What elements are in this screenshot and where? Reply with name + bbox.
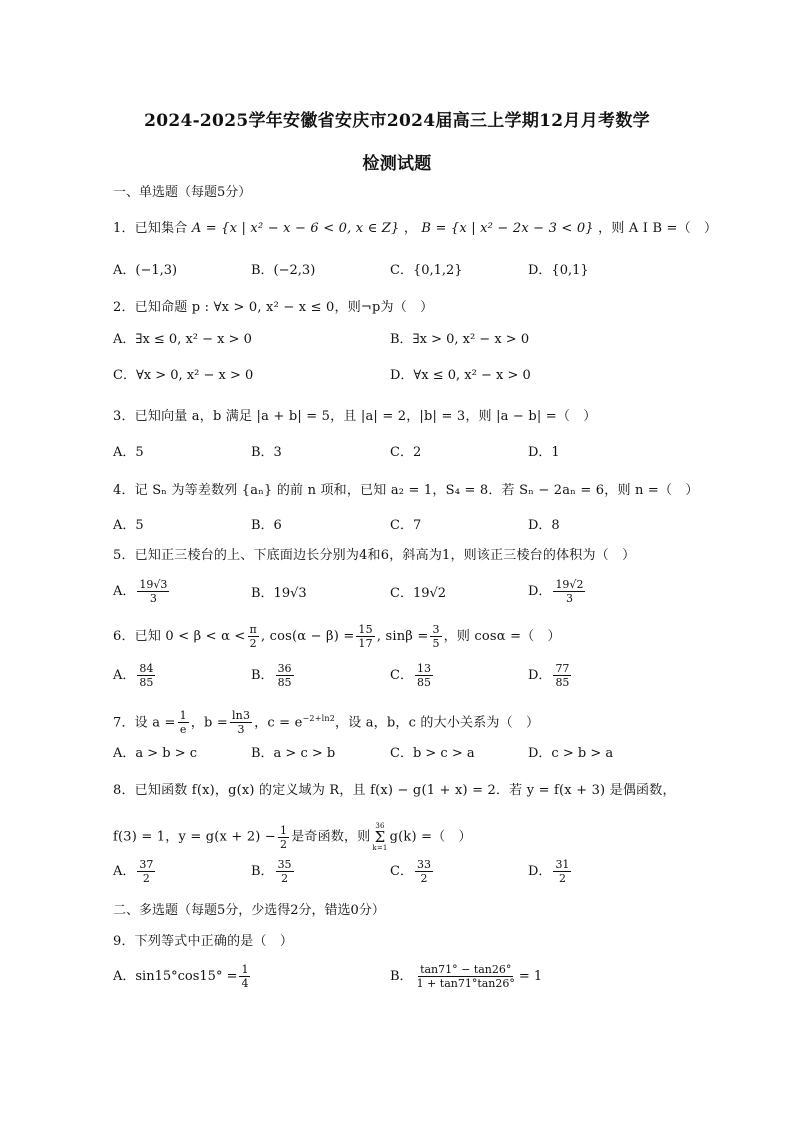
q7-option-b: B．a > c > b	[251, 746, 336, 761]
q5-option-d-fraction	[553, 578, 585, 605]
q8-sum-top: 36	[375, 822, 385, 830]
q4-option-a: A．5	[113, 518, 144, 533]
q7-option-c: C．b > c > a	[390, 746, 475, 761]
q9-option-b	[390, 963, 542, 990]
q5-option-d-den: 3	[565, 592, 573, 605]
section-heading-single-choice: 一、单选题（每题5分）	[113, 185, 252, 200]
q7-option-d: D．c > b > a	[528, 746, 614, 761]
q6-option-a-num: 84	[139, 662, 154, 675]
q9-option-a-num: 1	[241, 963, 249, 976]
q6-mid1: , cos(α − β) =	[260, 629, 355, 644]
q8-option-b-label: B．	[251, 864, 274, 879]
q6-option-c-num: 13	[416, 662, 431, 675]
q6-sin-den: 5	[432, 637, 440, 650]
q6-option-d-num: 77	[555, 662, 570, 675]
q8-option-d	[528, 858, 573, 885]
q3-option-a: A．5	[113, 445, 144, 460]
q6-option-d-label: D．	[528, 668, 552, 683]
q5-option-d	[528, 578, 587, 605]
q7-suffix: ，设 a，b，c 的大小关系为（ ）	[335, 715, 540, 731]
q2-option-d: D．∀x ≤ 0, x² − x > 0	[390, 368, 531, 383]
q8-option-a-num: 37	[139, 858, 154, 871]
q8-option-a-fraction	[137, 858, 155, 885]
q8-option-c-den: 2	[420, 872, 428, 885]
q6-sin-fraction	[430, 623, 441, 650]
question-4: 4．记 Sₙ 为等差数列 {aₙ} 的前 n 项和，已知 a₂ = 1，S₄ = 8．若 Sₙ − 2aₙ = 6，则 n =（ ）	[113, 483, 699, 498]
q9-option-b-prefix: B．	[390, 969, 413, 984]
q6-option-c	[390, 662, 435, 689]
q9-option-a-fraction	[239, 963, 250, 990]
q8-option-b-den: 2	[281, 872, 289, 885]
q8-option-d-num: 31	[555, 858, 570, 871]
q7-b-fraction	[230, 709, 252, 736]
q8-option-b-fraction	[276, 858, 294, 885]
q7-mid2: ，c = e	[254, 715, 303, 731]
q2-option-b: B．∃x > 0, x² − x > 0	[390, 332, 530, 347]
question-8-line1: 8．已知函数 f(x)，g(x) 的定义域为 R，且 f(x) − g(1 + x) = 2．若 y = f(x + 3) 是偶函数，	[113, 783, 676, 798]
question-8-line2	[113, 822, 713, 852]
q5-option-a-den: 3	[149, 592, 157, 605]
q5-option-a-fraction	[137, 578, 169, 605]
q6-option-a-fraction	[137, 662, 155, 689]
q5-option-b: B．19√3	[251, 586, 307, 601]
q6-option-a-label: A．	[113, 668, 136, 683]
q6-option-d	[528, 662, 573, 689]
q8-sum-bottom: k=1	[372, 844, 388, 852]
q3-option-d: D．1	[528, 445, 560, 460]
q6-option-a-den: 85	[139, 676, 154, 689]
q6-option-b-num: 36	[277, 662, 292, 675]
q9-option-a-prefix: A．sin15°cos15° =	[113, 969, 238, 984]
q5-option-a-num: 19√3	[139, 578, 168, 591]
q6-cos-num: 15	[358, 623, 373, 636]
q7-mid1: ，b =	[190, 715, 228, 731]
q7-b-den: 3	[237, 723, 245, 737]
q4-option-c: C．7	[390, 518, 422, 533]
q9-option-b-suffix: = 1	[518, 969, 543, 984]
question-5: 5．已知正三棱台的上、下底面边长分别为4和6，斜高为1，则该正三棱台的体积为（ ）	[113, 548, 636, 563]
q8-sum-symbol	[372, 822, 387, 852]
q8-option-d-den: 2	[558, 872, 566, 885]
q1-prefix: 1．已知集合	[113, 221, 188, 236]
q9-option-b-num: tan71° − tan26°	[420, 963, 512, 976]
q7-a-den: e	[179, 723, 187, 737]
q1-set-a: A = {x | x² − x − 6 < 0, x ∈ Z}	[191, 221, 400, 236]
q6-sin-num: 3	[432, 623, 440, 636]
q8-half-den: 2	[280, 837, 288, 851]
q6-option-c-label: C．	[390, 668, 413, 683]
q9-option-b-fraction	[415, 963, 517, 990]
q2-option-c: C．∀x > 0, x² − x > 0	[113, 368, 254, 383]
q6-pi-fraction	[248, 623, 259, 650]
q9-option-b-den: 1 + tan71°tan26°	[416, 977, 515, 990]
q8-option-b-num: 35	[277, 858, 292, 871]
q7-a-fraction	[178, 709, 189, 736]
q5-option-a-label: A．	[113, 584, 136, 599]
q1-option-d: D．{0,1}	[528, 263, 589, 278]
question-7	[113, 709, 713, 736]
q1-option-b: B．(−2,3)	[251, 263, 316, 278]
q6-option-d-fraction	[553, 662, 571, 689]
q7-a-num: 1	[179, 709, 187, 723]
question-6	[113, 623, 713, 650]
q6-option-b-den: 85	[277, 676, 292, 689]
question-1	[113, 219, 718, 239]
q4-option-d: D．8	[528, 518, 560, 533]
section-heading-multiple-choice: 二、多选题（每题5分，少选得2分，错选0分）	[113, 903, 385, 918]
q8-line2-mid: 是奇函数，则	[291, 829, 371, 845]
q3-option-b: B．3	[251, 445, 282, 460]
q1-mid: ，	[403, 221, 418, 236]
q8-option-b	[251, 858, 296, 885]
question-2: 2．已知命题 p : ∀x > 0, x² − x ≤ 0，则¬p为（ ）	[113, 300, 434, 315]
q8-option-d-label: D．	[528, 864, 552, 879]
q8-option-c-num: 33	[416, 858, 431, 871]
q8-option-a-den: 2	[142, 872, 150, 885]
q7-c-exponent: −2+ln2	[302, 714, 335, 723]
q9-option-a-den: 4	[241, 977, 249, 990]
q6-option-b	[251, 662, 296, 689]
exam-title-line2: 检测试题	[362, 154, 432, 174]
q6-pi-den: 2	[249, 637, 257, 650]
q6-suffix: ，则 cosα =（ ）	[443, 629, 561, 644]
q8-half-fraction	[278, 824, 289, 851]
q7-option-a: A．a > b > c	[113, 746, 198, 761]
q6-option-c-fraction	[415, 662, 433, 689]
q8-option-c-label: C．	[390, 864, 413, 879]
q6-prefix: 6．已知 0 < β < α <	[113, 629, 246, 644]
sigma-icon: Σ	[374, 828, 386, 846]
q1-suffix: ，则 A I B =（ ）	[598, 221, 718, 236]
q9-option-a	[113, 963, 252, 990]
q5-option-c: C．19√2	[390, 586, 447, 601]
q6-option-a	[113, 662, 157, 689]
q8-line2-suffix: g(k) =（ ）	[389, 829, 472, 845]
q6-mid2: , sinβ =	[376, 629, 429, 644]
exam-title-line1: 2024-2025学年安徽省安庆市2024届高三上学期12月月考数学	[144, 111, 650, 131]
q6-cos-fraction	[356, 623, 374, 650]
q3-option-c: C．2	[390, 445, 422, 460]
q8-option-c-fraction	[415, 858, 433, 885]
q7-prefix: 7．设 a =	[113, 715, 176, 731]
q6-option-b-fraction	[276, 662, 294, 689]
q4-option-b: B．6	[251, 518, 282, 533]
q6-option-c-den: 85	[416, 676, 431, 689]
q5-option-d-label: D．	[528, 584, 552, 599]
q8-option-a-label: A．	[113, 864, 136, 879]
q7-b-num: ln3	[231, 709, 251, 723]
question-9: 9．下列等式中正确的是（ ）	[113, 934, 294, 949]
q5-option-a	[113, 578, 171, 605]
q8-option-a	[113, 858, 157, 885]
q5-option-d-num: 19√2	[555, 578, 584, 591]
q6-pi-num: π	[249, 623, 257, 636]
q1-set-b: B = {x | x² − 2x − 3 < 0}	[421, 221, 594, 236]
q8-half-num: 1	[280, 823, 288, 837]
q1-option-a: A．(−1,3)	[113, 263, 178, 278]
question-3: 3．已知向量 a，b 满足 |a + b| = 5，且 |a| = 2，|b| = 3，则 |a − b| =（ ）	[113, 409, 597, 424]
q8-line2-prefix: f(3) = 1，y = g(x + 2) −	[113, 829, 277, 845]
q6-option-b-label: B．	[251, 668, 274, 683]
q1-option-c: C．{0,1,2}	[390, 263, 463, 278]
q6-cos-den: 17	[358, 637, 373, 650]
q2-option-a: A．∃x ≤ 0, x² − x > 0	[113, 332, 252, 347]
q6-option-d-den: 85	[555, 676, 570, 689]
q8-option-c	[390, 858, 435, 885]
q8-option-d-fraction	[553, 858, 571, 885]
